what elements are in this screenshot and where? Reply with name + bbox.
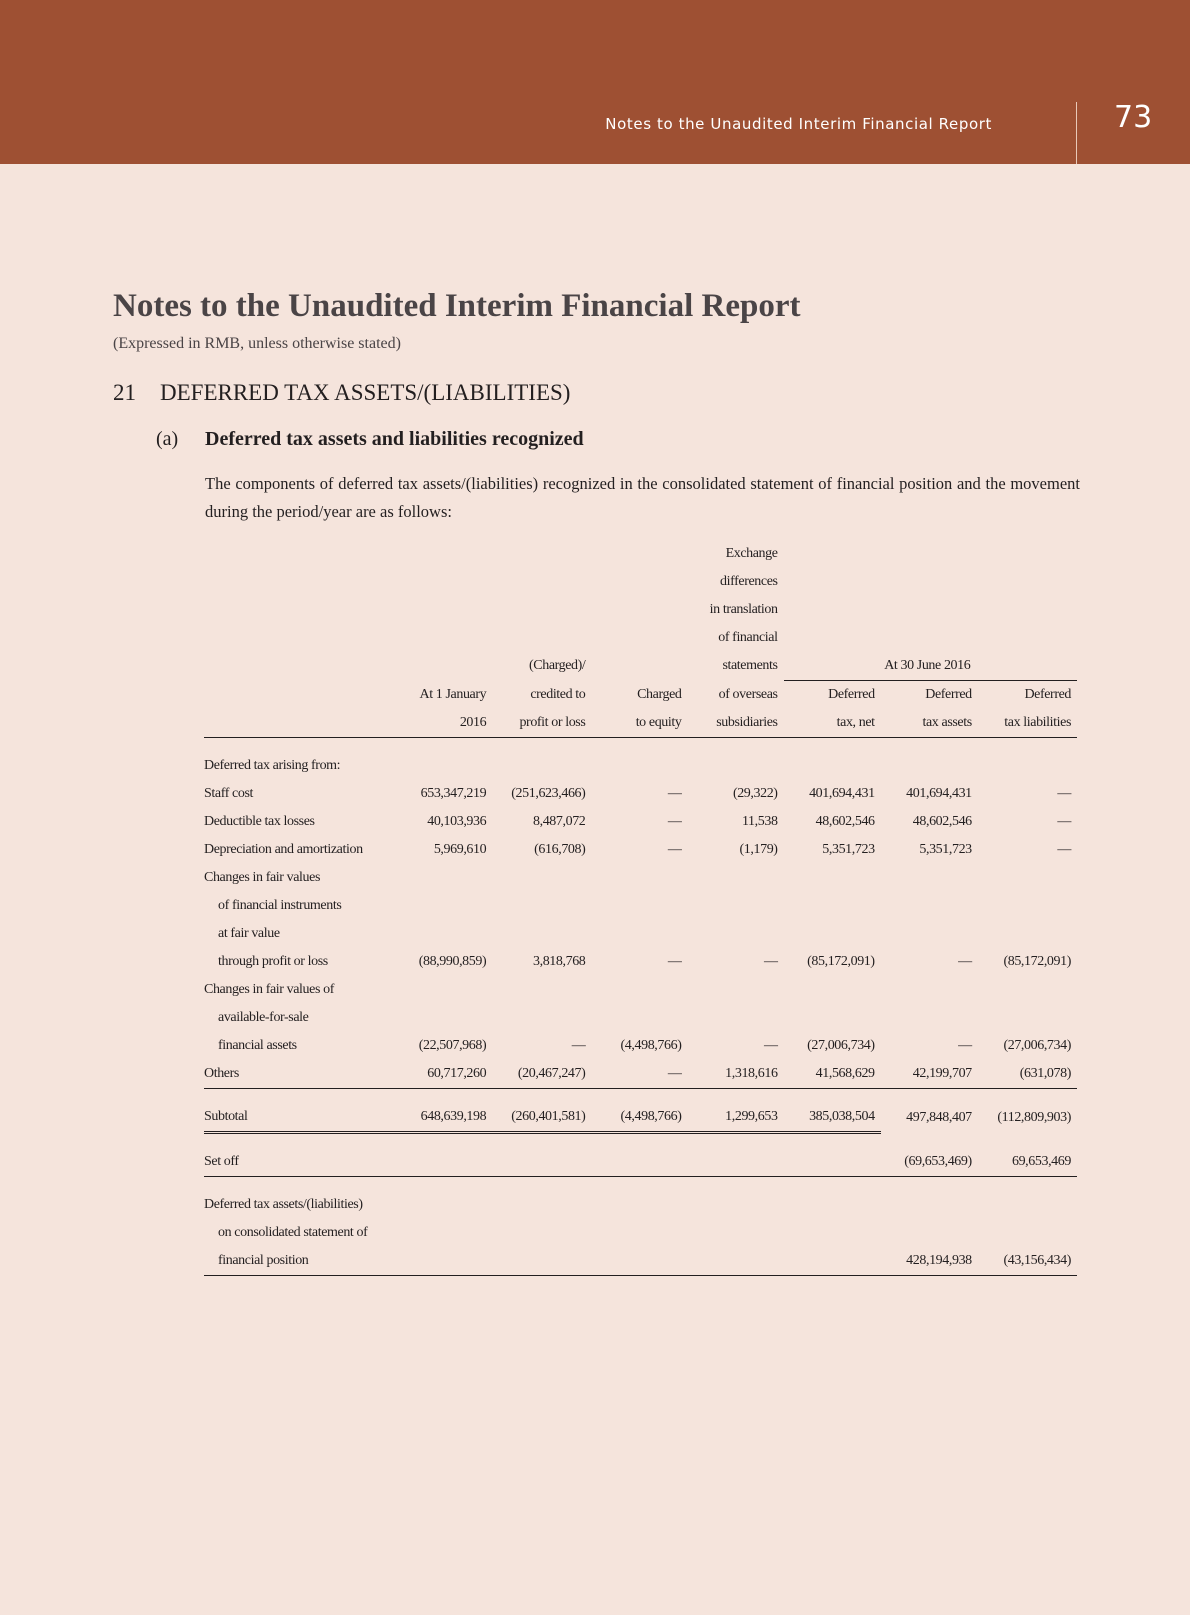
header-row [204,568,1077,596]
cell-value [591,1004,687,1032]
cell-value [395,752,492,780]
cell-value: 5,351,723 [822,842,875,857]
row-label: Subtotal [204,1103,395,1133]
cell-value [591,892,687,920]
spacer [204,738,395,753]
cell-value [784,1219,881,1247]
header-spacer [204,709,395,738]
row-label: Set off [204,1148,395,1177]
cell-value [492,1004,591,1032]
column-header [591,596,687,624]
subsection-heading [156,428,584,451]
cell-value [687,864,783,892]
cell-value: 60,717,260 [395,1060,492,1089]
column-header [881,568,978,596]
cell-value: (85,172,091) [807,954,875,969]
column-header [395,624,492,652]
cell-value [687,1247,783,1276]
column-header: to equity [591,709,687,738]
column-header [395,568,492,596]
cell-value [978,752,1077,780]
table-row [204,1219,1077,1247]
cell-value: (69,653,469) [881,1148,978,1177]
cell-value: (112,809,903) [997,1109,1071,1125]
cell-value: — [591,1060,687,1089]
cell-value [881,892,978,920]
cell-value [978,892,1077,920]
cell-value [881,976,978,1004]
column-header: in translation [709,602,778,617]
cell-value: (43,156,434) [978,1247,1077,1276]
cell-value [978,920,1077,948]
column-header: At 1 January [419,686,487,702]
cell-value: 5,969,610 [433,842,487,857]
cell-value [687,976,783,1004]
column-header [492,568,591,596]
cell-value [881,1191,978,1219]
row-label: Depreciation and amortization [204,842,363,857]
row-label: Changes in fair values of [204,982,334,997]
cell-value [978,864,1077,892]
column-header: Charged [637,686,682,702]
header-row [204,681,1077,710]
column-header [881,596,978,624]
column-header [784,624,881,652]
cell-value [591,1247,687,1276]
row-label: financial assets [218,1038,297,1053]
cell-value: — [958,1038,972,1053]
cell-value [492,892,591,920]
table-row [204,1191,1077,1219]
row-label: Deferred tax arising from: [204,758,341,773]
cell-value [591,864,687,892]
cell-value: — [1057,786,1071,801]
column-header [395,540,492,568]
cell-value [784,1004,881,1032]
table-row [204,1103,1077,1133]
cell-value [395,976,492,1004]
spacer [204,1089,395,1104]
header-row [204,709,1077,738]
column-header: 2016 [395,709,492,738]
spacer-row [204,1089,1077,1104]
header-spacer [204,624,395,652]
cell-value: — [667,954,682,969]
header-spacer [204,681,395,710]
cell-value [687,1004,783,1032]
header-band [0,0,1190,164]
section-title: DEFERRED TAX ASSETS/(LIABILITIES) [160,380,571,405]
cell-value [687,1148,783,1177]
table-row [204,1032,1077,1060]
column-header [591,652,687,681]
cell-value [591,1191,687,1219]
column-header [492,624,591,652]
spacer-row [204,1177,1077,1192]
cell-value: (29,322) [732,786,778,801]
cell-value: — [667,786,682,801]
group-header-at-30-june-2016: At 30 June 2016 [784,652,1077,681]
cell-value [395,1148,492,1177]
cell-value: — [958,954,972,969]
row-label: of financial instruments [218,898,342,913]
cell-value: 648,639,198 [395,1103,492,1133]
cell-value [881,1004,978,1032]
header-spacer [204,568,395,596]
header-row [204,596,1077,624]
intro-paragraph: The components of deferred tax assets/(liabilities) recognized in the consolidated statement of financial position and the movement during the period/year are as follows: [205,474,1080,521]
cell-value [784,752,881,780]
row-label: on consolidated statement of [218,1225,368,1240]
cell-value [591,976,687,1004]
cell-value [881,920,978,948]
cell-value: 1,318,616 [687,1060,783,1089]
header-spacer [204,540,395,568]
row-label: Others [204,1060,395,1089]
header-spacer [204,652,395,681]
row-label: at fair value [218,926,280,941]
header-divider [1076,102,1077,164]
cell-value [492,1148,591,1177]
cell-value: 42,199,707 [881,1060,978,1089]
column-header [978,624,1077,652]
cell-value [687,892,783,920]
cell-value [395,920,492,948]
cell-value [784,1148,881,1177]
cell-value: 653,347,219 [420,786,487,801]
cell-value [395,1219,492,1247]
row-label: available-for-sale [218,1010,309,1025]
column-header: tax liabilities [978,709,1077,738]
table-row [204,920,1077,948]
table-row [204,976,1077,1004]
cell-value: — [1057,842,1071,857]
header-spacer [204,596,395,624]
cell-value: (4,498,766) [620,1038,682,1053]
column-header: (Charged)/ [529,658,586,674]
column-header: Deferred [828,687,875,702]
cell-value: (631,078) [978,1060,1077,1089]
cell-value: 385,038,504 [784,1103,881,1133]
cell-value: (4,498,766) [591,1103,687,1133]
cell-value: (1,179) [739,842,778,857]
cell-value [978,976,1077,1004]
column-header: of overseas [718,686,778,702]
cell-value [492,864,591,892]
cell-value: — [667,814,682,829]
column-header [784,540,881,568]
column-header: subsidiaries [687,709,783,738]
row-label: Staff cost [204,786,254,801]
cell-value: (27,006,734) [807,1038,875,1053]
cell-value [978,1191,1077,1219]
page-title: Notes to the Unaudited Interim Financial Report [113,288,801,324]
header-row [204,624,1077,652]
cell-value [784,864,881,892]
column-header: statements [722,658,778,674]
column-header [978,568,1077,596]
page-subtitle: (Expressed in RMB, unless otherwise stated) [113,335,401,352]
cell-value [687,1191,783,1219]
cell-value [395,864,492,892]
row-label: Deductible tax losses [204,814,315,829]
cell-value [881,1219,978,1247]
column-header [881,540,978,568]
table-row [204,1148,1077,1177]
cell-value: (20,467,247) [492,1060,591,1089]
subsection-title: Deferred tax assets and liabilities recognized [205,428,584,450]
column-header: tax, net [784,709,881,738]
running-title: Notes to the Unaudited Interim Financial Report [605,115,992,133]
cell-value [591,752,687,780]
cell-value: 40,103,936 [427,814,487,829]
cell-value: — [763,954,778,969]
cell-value [492,752,591,780]
cell-value [395,1247,492,1276]
cell-value [492,976,591,1004]
cell-value: 401,694,431 [809,786,875,801]
table-row [204,948,1077,976]
header-row [204,540,1077,568]
column-header [492,540,591,568]
cell-value: (22,507,968) [418,1038,487,1053]
cell-value [978,1004,1077,1032]
cell-value: — [667,842,682,857]
cell-value [591,1219,687,1247]
cell-value: — [571,1038,586,1053]
column-header: Deferred [1024,687,1071,702]
column-header: Exchange [725,546,778,561]
cell-value [591,1148,687,1177]
cell-value [492,1219,591,1247]
column-header [881,624,978,652]
cell-value: 428,194,938 [881,1247,978,1276]
subsection-number: (a) [156,428,179,450]
cell-value [881,864,978,892]
column-header [591,540,687,568]
table-row [204,1247,1077,1276]
table-row [204,780,1077,808]
row-label: Deferred tax assets/(liabilities) [204,1197,363,1212]
cell-value: — [1057,814,1071,829]
header-row [204,652,1077,681]
row-label: Changes in fair values [204,870,320,885]
cell-value [784,1247,881,1276]
cell-value: 48,602,546 [912,814,972,829]
column-header [492,596,591,624]
cell-value: (88,990,859) [418,954,487,969]
cell-value [881,752,978,780]
page-number: 73 [1114,100,1153,135]
column-header [784,596,881,624]
cell-value [978,1219,1077,1247]
cell-value [492,1247,591,1276]
cell-value: 5,351,723 [919,842,972,857]
cell-value [687,920,783,948]
column-header [978,596,1077,624]
table-row [204,892,1077,920]
column-header [395,596,492,624]
spacer [204,1177,395,1192]
cell-value: 1,299,653 [687,1103,783,1133]
cell-value [687,1219,783,1247]
section-number: 21 [113,380,136,405]
cell-value: (85,172,091) [1003,954,1071,969]
cell-value [784,1191,881,1219]
column-header [978,540,1077,568]
row-label: financial position [204,1247,395,1276]
cell-value: (616,708) [534,842,586,857]
column-header [784,568,881,596]
table-row [204,752,1077,780]
column-header: of financial [718,630,778,645]
cell-value: 497,848,407 [906,1109,972,1125]
table-row [204,1060,1077,1089]
cell-value: 41,568,629 [784,1060,881,1089]
table-row [204,1004,1077,1032]
column-header: profit or loss [492,709,591,738]
cell-value: — [763,1038,778,1053]
cell-value: 11,538 [741,814,778,829]
cell-value: (27,006,734) [1003,1038,1071,1053]
cell-value: 69,653,469 [978,1148,1077,1177]
cell-value [492,920,591,948]
cell-value: 3,818,768 [533,954,586,969]
cell-value [395,892,492,920]
table-row [204,836,1077,864]
cell-value [591,920,687,948]
spacer-row [204,738,1077,753]
cell-value: (260,401,581) [492,1103,591,1133]
cell-value [784,920,881,948]
section-heading [113,380,570,406]
column-header: tax assets [881,709,978,738]
column-header: Deferred [925,687,972,702]
cell-value [784,892,881,920]
spacer-row [204,1133,1077,1149]
cell-value [492,1191,591,1219]
cell-value [687,752,783,780]
row-label: through profit or loss [218,954,328,969]
table-row [204,808,1077,836]
column-header [591,624,687,652]
spacer [204,1133,395,1149]
cell-value: 48,602,546 [815,814,875,829]
cell-value: 8,487,072 [533,814,586,829]
cell-value: (251,623,466) [511,786,586,801]
column-header: credited to [530,686,586,702]
cell-value [784,976,881,1004]
cell-value [395,1004,492,1032]
column-header [591,568,687,596]
cell-value: 401,694,431 [906,786,972,801]
cell-value [395,1191,492,1219]
table-row [204,864,1077,892]
column-header: differences [720,574,778,589]
deferred-tax-table [204,540,1077,1276]
column-header [395,652,492,681]
